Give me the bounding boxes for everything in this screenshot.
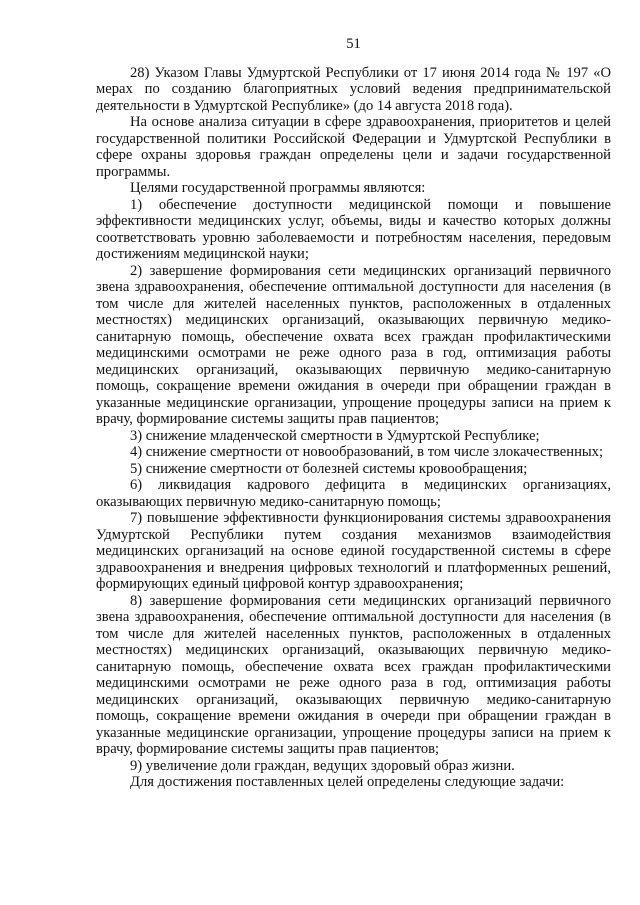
document-page (96, 36, 611, 791)
paragraph-goal-2: 2) завершение формирования сети медицинских организаций первичного звена здравоохранения, обеспечение оптимальной доступности для населения (в том числе для жителей населенных пунктов, расположенных в отдаленных местностях) медицинских организаций, оказывающих первичную медико-санитарную помощь, обеспечение охвата всех граждан профилактическими медицинскими осмотрами не реже одного раза в год, оптимизация работы медицинских организаций, оказывающих первичную медико-санитарную помощь, сокращение времени ожидания в очереди при обращении граждан в указанные медицинские организации, упрощение процедуры записи на прием к врачу, формирование системы защиты прав пациентов; (96, 262, 611, 427)
paragraph-goal-1: 1) обеспечение доступности медицинской помощи и повышение эффективности медицинских услуг, объемы, виды и качество которых должны соответствовать уровню заболеваемости и потребностям населения, передовым достижениям медицинской науки; (96, 196, 611, 262)
paragraph-goal-6: 6) ликвидация кадрового дефицита в медицинских организациях, оказывающих первичную медико-санитарную помощь; (96, 477, 611, 510)
paragraph-goal-7: 7) повышение эффективности функционирования системы здравоохранения Удмуртской Республики путем создания механизмов взаимодействия медицинских организаций на основе единой государственной системы в сфере здравоохранения и внедрения цифровых технологий и платформенных решений, формирующих единый цифровой контур здравоохранения; (96, 510, 611, 592)
page-number: 51 (346, 36, 361, 52)
paragraph-decree-28: 28) Указом Главы Удмуртской Республики от 17 июня 2014 года № 197 «О мерах по созданию благоприятных условий ведения предпринимательской деятельности в Удмуртской Республике» (до 14 августа 2018 года). (96, 64, 611, 114)
paragraph-goals-intro: Целями государственной программы являются: (130, 180, 426, 196)
paragraph-goal-4: 4) снижение смертности от новообразований, в том числе злокачественных; (130, 444, 604, 460)
paragraph-goal-3: 3) снижение младенческой смертности в Удмуртской Республике; (130, 427, 540, 444)
paragraph-goal-8: 8) завершение формирования сети медицинских организаций первичного звена здравоохранения, обеспечение оптимальной доступности для населения (в том числе для жителей населенных пунктов, расположенных в отдаленных местностях) медицинских организаций, оказывающих первичную медико-санитарную помощь, обеспечение охвата всех граждан профилактическими медицинскими осмотрами не реже одного раза в год, оптимизация работы медицинских организаций, оказывающих первичную медико-санитарную помощь, сокращение времени ожидания в очереди при обращении граждан в указанные медицинские организации, упрощение процедуры записи на прием к врачу, формирование системы защиты прав пациентов; (96, 592, 611, 757)
paragraph-goal-9: 9) увеличение доли граждан, ведущих здоровый образ жизни. (130, 757, 515, 774)
paragraph-tasks-intro: Для достижения поставленных целей определены следующие задачи: (130, 774, 565, 790)
paragraph-analysis: На основе анализа ситуации в сфере здравоохранения, приоритетов и целей государственной политики Российской Федерации и Удмуртской Республики в сфере охраны здоровья граждан определены цели и задачи государственной программы. (96, 114, 611, 180)
paragraph-goal-5: 5) снижение смертности от болезней системы кровообращения; (130, 460, 528, 477)
